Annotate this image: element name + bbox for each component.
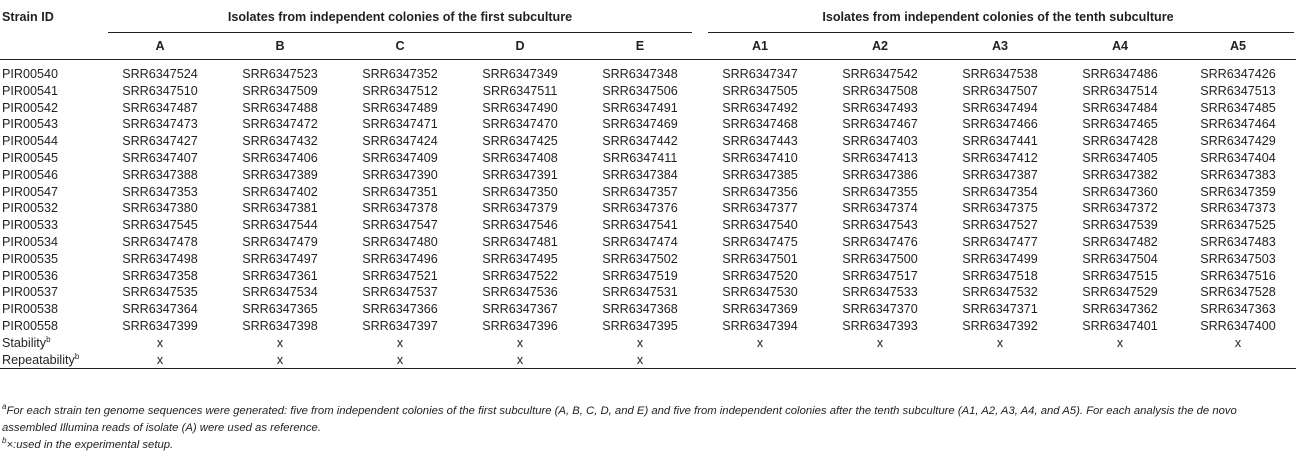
accession-cell: SRR6347487 — [122, 100, 198, 115]
strain-id-cell: PIR00535 — [2, 251, 59, 266]
accession-cell: SRR6347480 — [362, 234, 438, 249]
accession-cell: SRR6347474 — [602, 234, 678, 249]
accession-cell: SRR6347432 — [242, 134, 318, 149]
column-header: A4 — [1111, 39, 1129, 53]
table-row — [0, 318, 1296, 335]
accession-cell: SRR6347425 — [482, 134, 558, 149]
column-header: A3 — [991, 39, 1009, 53]
usage-mark-cell: x — [996, 335, 1004, 350]
accession-cell: SRR6347405 — [1082, 150, 1158, 165]
header-row-columns — [0, 33, 1296, 60]
usage-mark-cell: x — [396, 335, 404, 350]
accession-cell: SRR6347504 — [1082, 251, 1158, 266]
table-row — [0, 100, 1296, 117]
accession-cell: SRR6347516 — [1200, 268, 1276, 283]
accession-cell: SRR6347348 — [580, 60, 700, 83]
accession-cell: SRR6347470 — [482, 117, 558, 132]
accession-cell: SRR6347546 — [482, 218, 558, 233]
accession-cell: SRR6347364 — [122, 302, 198, 317]
usage-mark-cell: x — [1234, 335, 1242, 350]
accession-cell: SRR6347473 — [122, 117, 198, 132]
strain-id-cell: PIR00534 — [2, 234, 59, 249]
accession-cell: SRR6347426 — [1180, 60, 1296, 83]
accession-cell: SRR6347502 — [602, 251, 678, 266]
accession-cell: SRR6347525 — [1200, 218, 1276, 233]
accession-cell: SRR6347544 — [242, 218, 318, 233]
table-row — [0, 83, 1296, 100]
accession-cell: SRR6347401 — [1082, 318, 1158, 333]
accession-cell: SRR6347521 — [362, 268, 438, 283]
accession-cell: SRR6347488 — [242, 100, 318, 115]
accession-cell: SRR6347389 — [242, 167, 318, 182]
accession-cell: SRR6347475 — [722, 234, 798, 249]
accession-cell: SRR6347471 — [362, 117, 438, 132]
table-row — [0, 301, 1296, 318]
accession-cell: SRR6347366 — [362, 302, 438, 317]
table-row — [0, 217, 1296, 234]
accession-cell: SRR6347349 — [460, 60, 580, 83]
accession-cell: SRR6347522 — [482, 268, 558, 283]
table-row — [0, 268, 1296, 285]
table-row — [0, 167, 1296, 184]
accession-cell: SRR6347547 — [362, 218, 438, 233]
column-header: A5 — [1229, 39, 1247, 53]
accession-cell: SRR6347489 — [362, 100, 438, 115]
repeatability-row — [0, 352, 1296, 369]
table-body — [0, 60, 1296, 369]
accession-cell: SRR6347492 — [722, 100, 798, 115]
accession-cell: SRR6347353 — [122, 184, 198, 199]
usage-mark-cell — [940, 352, 1060, 369]
accession-cell: SRR6347350 — [482, 184, 558, 199]
accession-cell: SRR6347406 — [242, 150, 318, 165]
table-row — [0, 200, 1296, 217]
accession-cell: SRR6347491 — [602, 100, 678, 115]
usage-mark-cell — [820, 352, 940, 369]
strain-id-cell: PIR00537 — [2, 285, 59, 300]
accession-cell: SRR6347481 — [482, 234, 558, 249]
column-header: E — [635, 39, 645, 53]
usage-mark-cell: x — [460, 352, 580, 369]
strain-id-cell: PIR00547 — [2, 184, 59, 199]
accession-cell: SRR6347499 — [962, 251, 1038, 266]
accession-cell: SRR6347410 — [722, 150, 798, 165]
accession-cell: SRR6347534 — [242, 285, 318, 300]
usage-mark-cell: x — [156, 335, 164, 350]
accession-cell: SRR6347358 — [122, 268, 198, 283]
accession-cell: SRR6347509 — [242, 83, 318, 98]
repeatability-footnote-marker: b — [74, 351, 80, 361]
accession-cell: SRR6347397 — [362, 318, 438, 333]
accession-cell: SRR6347465 — [1082, 117, 1158, 132]
accession-cell: SRR6347469 — [602, 117, 678, 132]
accession-cell: SRR6347523 — [220, 60, 340, 83]
accession-cell: SRR6347372 — [1082, 201, 1158, 216]
accession-cell: SRR6347496 — [362, 251, 438, 266]
accession-cell: SRR6347507 — [962, 83, 1038, 98]
accession-cell: SRR6347386 — [842, 167, 918, 182]
accession-cell: SRR6347500 — [842, 251, 918, 266]
accession-cell: SRR6347383 — [1200, 167, 1276, 182]
accession-cell: SRR6347360 — [1082, 184, 1158, 199]
stability-label-cell — [0, 335, 100, 352]
accession-cell: SRR6347517 — [842, 268, 918, 283]
footnote-a — [2, 403, 1292, 437]
strain-id-cell: PIR00533 — [2, 218, 59, 233]
accession-cell: SRR6347369 — [722, 302, 798, 317]
accession-cell: SRR6347347 — [700, 60, 820, 83]
accession-cell: SRR6347479 — [242, 234, 318, 249]
repeatability-label-cell — [0, 352, 100, 369]
accession-cell: SRR6347477 — [962, 234, 1038, 249]
strain-id-cell: PIR00544 — [2, 134, 59, 149]
table-row — [0, 150, 1296, 167]
accession-cell: SRR6347524 — [100, 60, 220, 83]
table-row — [0, 133, 1296, 150]
tenth-subculture-group-label: Isolates from independent colonies of the tenth subculture — [822, 9, 1174, 24]
accession-cell: SRR6347512 — [362, 83, 438, 98]
accession-cell: SRR6347407 — [122, 150, 198, 165]
column-header: C — [395, 39, 405, 53]
accession-cell: SRR6347352 — [340, 60, 460, 83]
accession-cell: SRR6347527 — [962, 218, 1038, 233]
strain-id-cell: PIR00546 — [2, 167, 59, 182]
accession-cell: SRR6347497 — [242, 251, 318, 266]
accession-cell: SRR6347388 — [122, 167, 198, 182]
accession-cell: SRR6347505 — [722, 83, 798, 98]
accession-cell: SRR6347538 — [940, 60, 1060, 83]
strain-id-cell: PIR00542 — [2, 100, 59, 115]
repeatability-label: Repeatability — [2, 352, 75, 367]
usage-mark-cell: x — [876, 335, 884, 350]
accession-cell: SRR6347354 — [962, 184, 1038, 199]
accession-cell: SRR6347398 — [242, 318, 318, 333]
accession-cell: SRR6347535 — [122, 285, 198, 300]
accession-cell: SRR6347367 — [482, 302, 558, 317]
accession-cell: SRR6347483 — [1200, 234, 1276, 249]
accession-cell: SRR6347532 — [962, 285, 1038, 300]
strain-id-cell: PIR00543 — [2, 117, 59, 132]
strain-id-cell: PIR00536 — [2, 268, 59, 283]
strain-id-cell: PIR00541 — [2, 83, 59, 98]
usage-mark-cell — [1060, 352, 1180, 369]
accession-cell: SRR6347485 — [1200, 100, 1276, 115]
accession-cell: SRR6347478 — [122, 234, 198, 249]
accession-cell: SRR6347363 — [1200, 302, 1276, 317]
usage-mark-cell: x — [100, 352, 220, 369]
accession-cell: SRR6347501 — [722, 251, 798, 266]
accession-cell: SRR6347513 — [1200, 83, 1276, 98]
accession-cell: SRR6347392 — [962, 318, 1038, 333]
accession-cell: SRR6347394 — [722, 318, 798, 333]
accession-cell: SRR6347355 — [842, 184, 918, 199]
accession-cell: SRR6347408 — [482, 150, 558, 165]
first-subculture-group-header — [100, 0, 700, 33]
accession-cell: SRR6347493 — [842, 100, 918, 115]
accession-cell: SRR6347441 — [962, 134, 1038, 149]
accession-cell: SRR6347529 — [1082, 285, 1158, 300]
accession-cell: SRR6347393 — [842, 318, 918, 333]
accession-cell: SRR6347494 — [962, 100, 1038, 115]
table-row — [0, 184, 1296, 201]
accession-cell: SRR6347382 — [1082, 167, 1158, 182]
accession-cell: SRR6347541 — [602, 218, 678, 233]
accession-cell: SRR6347400 — [1200, 318, 1276, 333]
accession-cell: SRR6347508 — [842, 83, 918, 98]
accession-cell: SRR6347409 — [362, 150, 438, 165]
column-header-blank — [0, 33, 100, 60]
accession-cell: SRR6347515 — [1082, 268, 1158, 283]
usage-mark-cell: x — [756, 335, 764, 350]
accession-cell: SRR6347498 — [122, 251, 198, 266]
accession-cell: SRR6347537 — [362, 285, 438, 300]
accession-cell: SRR6347476 — [842, 234, 918, 249]
accession-cell: SRR6347362 — [1082, 302, 1158, 317]
usage-mark-cell: x — [340, 352, 460, 369]
column-header: A1 — [751, 39, 769, 53]
group-underline — [108, 32, 692, 33]
accession-cell: SRR6347511 — [482, 83, 558, 98]
column-header: D — [515, 39, 525, 53]
accession-cell: SRR6347468 — [722, 117, 798, 132]
accession-cell: SRR6347542 — [820, 60, 940, 83]
table-row — [0, 284, 1296, 301]
accession-cell: SRR6347370 — [842, 302, 918, 317]
accession-cell: SRR6347399 — [122, 318, 198, 333]
accession-cell: SRR6347391 — [482, 167, 558, 182]
footnote-b-marker: b — [2, 436, 7, 446]
accession-cell: SRR6347371 — [962, 302, 1038, 317]
accession-cell: SRR6347503 — [1200, 251, 1276, 266]
accession-cell: SRR6347484 — [1082, 100, 1158, 115]
accession-cell: SRR6347467 — [842, 117, 918, 132]
accession-cell: SRR6347536 — [482, 285, 558, 300]
usage-mark-cell: x — [220, 352, 340, 369]
stability-row — [0, 335, 1296, 352]
header-row-groups — [0, 0, 1296, 33]
table-footnotes — [2, 403, 1292, 454]
usage-mark-cell: x — [516, 335, 524, 350]
strain-id-header: Strain ID — [2, 9, 54, 24]
stability-label: Stability — [2, 335, 47, 350]
accession-cell: SRR6347466 — [962, 117, 1038, 132]
column-header: A2 — [871, 39, 889, 53]
accession-cell: SRR6347540 — [722, 218, 798, 233]
table-row — [0, 234, 1296, 251]
accession-cell: SRR6347443 — [722, 134, 798, 149]
accession-cell: SRR6347381 — [242, 201, 318, 216]
usage-mark-cell: x — [580, 352, 700, 369]
accession-cell: SRR6347519 — [602, 268, 678, 283]
accession-cell: SRR6347411 — [602, 150, 678, 165]
accession-cell: SRR6347429 — [1200, 134, 1276, 149]
strain-id-cell: PIR00545 — [2, 150, 59, 165]
table-row — [0, 60, 1296, 83]
accession-cell: SRR6347543 — [842, 218, 918, 233]
accession-cell: SRR6347490 — [482, 100, 558, 115]
accession-cell: SRR6347365 — [242, 302, 318, 317]
accession-cell: SRR6347486 — [1060, 60, 1180, 83]
accession-cell: SRR6347518 — [962, 268, 1038, 283]
accession-cell: SRR6347378 — [362, 201, 438, 216]
accession-cell: SRR6347390 — [362, 167, 438, 182]
accession-cell: SRR6347510 — [122, 83, 198, 98]
accession-cell: SRR6347402 — [242, 184, 318, 199]
usage-mark-cell — [700, 352, 820, 369]
accession-cell: SRR6347403 — [842, 134, 918, 149]
accession-cell: SRR6347472 — [242, 117, 318, 132]
accession-cell: SRR6347495 — [482, 251, 558, 266]
accession-cell: SRR6347413 — [842, 150, 918, 165]
accession-cell: SRR6347357 — [602, 184, 678, 199]
accession-cell: SRR6347379 — [482, 201, 558, 216]
column-header: B — [275, 39, 285, 53]
accession-cell: SRR6347361 — [242, 268, 318, 283]
accession-cell: SRR6347368 — [602, 302, 678, 317]
accession-cell: SRR6347530 — [722, 285, 798, 300]
footnote-a-marker: a — [2, 402, 7, 412]
accession-cell: SRR6347404 — [1200, 150, 1276, 165]
usage-mark-cell — [1180, 352, 1296, 369]
usage-mark-cell: x — [636, 335, 644, 350]
strain-id-cell: PIR00532 — [2, 201, 59, 216]
strain-id-cell: PIR00540 — [0, 60, 100, 83]
first-subculture-group-label: Isolates from independent colonies of the first subculture — [227, 9, 573, 24]
accession-cell: SRR6347531 — [602, 285, 678, 300]
accession-cell: SRR6347380 — [122, 201, 198, 216]
accession-cell: SRR6347428 — [1082, 134, 1158, 149]
footnote-b-text: ×:used in the experimental setup. — [6, 439, 174, 451]
accession-cell: SRR6347442 — [602, 134, 678, 149]
accession-cell: SRR6347545 — [122, 218, 198, 233]
usage-mark-cell: x — [276, 335, 284, 350]
tenth-subculture-group-header — [700, 0, 1296, 33]
usage-mark-cell: x — [1116, 335, 1124, 350]
accession-cell: SRR6347464 — [1200, 117, 1276, 132]
accession-cell: SRR6347351 — [362, 184, 438, 199]
accession-cell: SRR6347377 — [722, 201, 798, 216]
column-header: A — [155, 39, 165, 53]
accession-cell: SRR6347506 — [602, 83, 678, 98]
accession-cell: SRR6347373 — [1200, 201, 1276, 216]
footnote-a-text: For each strain ten genome sequences were generated: five from independent colonies of the first subculture (A, B, C, D, and E) and five from independent colonies after the tenth subculture (A1, A2, A3, A4, and A5). For each analysis the de novo assembled Illumina reads of isolate (A) were used as reference. — [2, 405, 1237, 434]
accession-cell: SRR6347375 — [962, 201, 1038, 216]
accession-cell: SRR6347374 — [842, 201, 918, 216]
accession-cell: SRR6347482 — [1082, 234, 1158, 249]
accession-cell: SRR6347528 — [1200, 285, 1276, 300]
accession-cell: SRR6347376 — [602, 201, 678, 216]
strain-id-cell: PIR00538 — [2, 302, 59, 317]
accession-cell: SRR6347514 — [1082, 83, 1158, 98]
accession-cell: SRR6347427 — [122, 134, 198, 149]
footnote-b — [2, 437, 1292, 454]
accession-cell: SRR6347385 — [722, 167, 798, 182]
accession-cell: SRR6347412 — [962, 150, 1038, 165]
accession-cell: SRR6347396 — [482, 318, 558, 333]
accession-cell: SRR6347384 — [602, 167, 678, 182]
strain-id-cell: PIR00558 — [2, 318, 59, 333]
accession-cell: SRR6347533 — [842, 285, 918, 300]
accession-cell: SRR6347395 — [602, 318, 678, 333]
accession-cell: SRR6347520 — [722, 268, 798, 283]
accession-cell: SRR6347356 — [722, 184, 798, 199]
stability-footnote-marker: b — [46, 334, 51, 344]
accession-cell: SRR6347359 — [1200, 184, 1276, 199]
table-row — [0, 251, 1296, 268]
accession-cell: SRR6347539 — [1082, 218, 1158, 233]
accession-cell: SRR6347424 — [362, 134, 438, 149]
accession-cell: SRR6347387 — [962, 167, 1038, 182]
table-row — [0, 116, 1296, 133]
group-underline — [708, 32, 1294, 33]
